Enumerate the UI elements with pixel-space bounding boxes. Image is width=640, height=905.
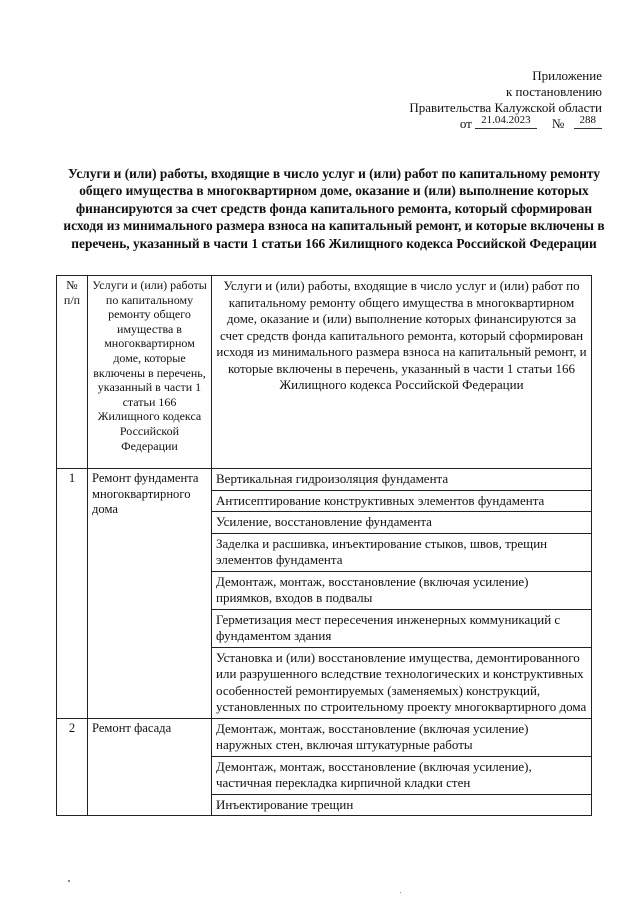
service-item: Демонтаж, монтаж, восстановление (включая усиление), частичная перекладка кирпичной кладки стен <box>212 756 592 794</box>
row-number: 1 <box>57 469 88 719</box>
service-item: Демонтаж, монтаж, восстановление (включая усиление) наружных стен, включая штукатурные работы <box>212 718 592 756</box>
decree-date: 21.04.2023 <box>475 112 537 129</box>
header-num: № п/п <box>57 276 88 469</box>
table-row <box>57 718 592 756</box>
government-label: Правительства Калужской области <box>409 100 602 115</box>
service-item: Вертикальная гидроизоляция фундамента <box>212 469 592 491</box>
table-row <box>57 469 592 491</box>
scan-speck <box>400 892 401 893</box>
service-item: Герметизация мест пересечения инженерных коммуникаций с фундаментом здания <box>212 609 592 647</box>
row-number: 2 <box>57 718 88 816</box>
service-item: Заделка и расшивка, инъектирование стыков, швов, трещин элементов фундамента <box>212 533 592 571</box>
services-table <box>56 275 592 816</box>
decree-label: к постановлению <box>505 84 602 99</box>
scan-speck <box>68 880 70 882</box>
decree-date-number <box>409 116 602 134</box>
service-item: Демонтаж, монтаж, восстановление (включая усиление) приямков, входов в подвалы <box>212 571 592 609</box>
work-category: Ремонт фундамента многоквартирного дома <box>88 469 212 719</box>
service-item: Установка и (или) восстановление имущества, демонтированного или разрушенного вследствие технологических и конструктивных особенностей ремонтируемых (заменяемых) конструкций, установленных по строительному проекту многоквартирного дома <box>212 647 592 718</box>
number-sign: № <box>551 116 565 131</box>
document-title: Услуги и (или) работы, входящие в число услуг и (или) работ по капитальному ремонту общего имущества в многоквартирном доме, оказание и (или) выполнение которых финансируются за счет средств фонда капитального ремонта, который сформирован исходя из минимального размера взноса на капитальный ремонт, и которые включены в перечень, указанный в части 1 статьи 166 Жилищного кодекса Российской Федерации <box>63 166 605 251</box>
work-category: Ремонт фасада <box>88 718 212 816</box>
service-item: Усиление, восстановление фундамента <box>212 512 592 534</box>
service-item: Антисептирование конструктивных элементов фундамента <box>212 490 592 512</box>
document-header <box>409 68 602 134</box>
header-services: Услуги и (или) работы, входящие в число услуг и (или) работ по капитальному ремонту общего имущества в многоквартирном доме, оказание и (или) выполнение которых финансируются за счет средств фонда капитального ремонта, который сформирован исходя из минимального размера взноса на капитальный ремонт, и которые включены в перечень, указанный в части 1 статьи 166 Жилищного кодекса Российской Федерации <box>212 276 592 469</box>
service-item: Инъектирование трещин <box>212 794 592 816</box>
appendix-label: Приложение <box>532 68 602 83</box>
decree-number: 288 <box>574 112 603 129</box>
table-header-row <box>57 276 592 469</box>
header-category: Услуги и (или) работы по капитальному ремонту общего имущества в многоквартирном доме, которые включены в перечень, указанный в части 1 статьи 166 Жилищного кодекса Российской Федерации <box>88 276 212 469</box>
date-prefix: от <box>459 116 472 131</box>
